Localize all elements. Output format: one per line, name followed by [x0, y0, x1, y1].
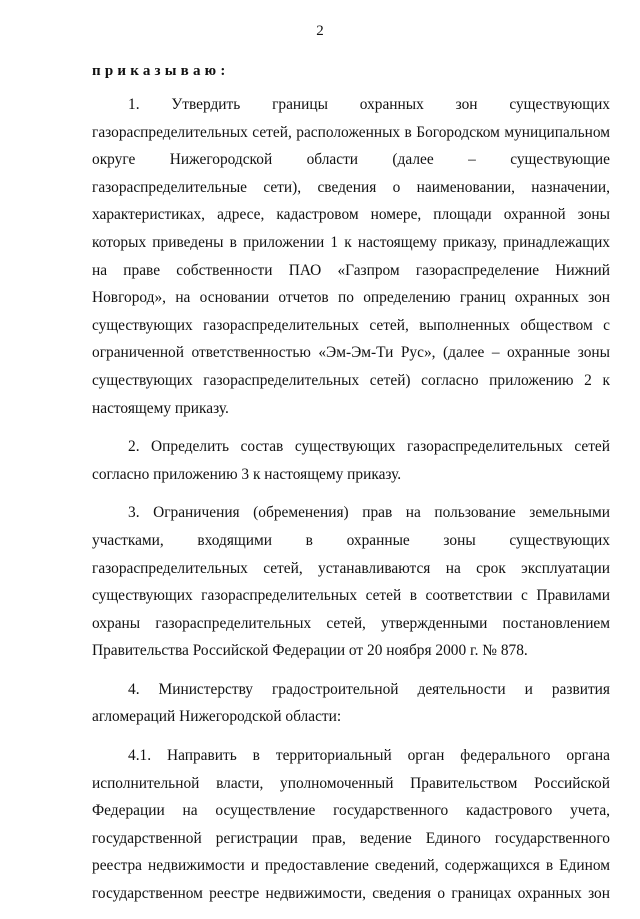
text-line: 4. Министерству градостроительной деятельности и развития	[128, 680, 610, 698]
text-line: газораспределительные сети), сведения о наименовании, назначении,	[92, 178, 610, 196]
document-body	[92, 91, 610, 919]
text-line: настоящему приказу.	[92, 399, 229, 417]
text-line: газораспределительных сетей, расположенных в Богородском муниципальном	[92, 123, 610, 141]
text-line: на праве собственности ПАО «Газпром газораспределение Нижний	[92, 261, 610, 279]
text-line: участками, входящими в охранные зоны существующих	[92, 531, 610, 549]
text-line: округе Нижегородской области (далее – существующие	[92, 151, 610, 169]
paragraph-3	[92, 499, 610, 665]
text-line: агломераций Нижегородской области:	[92, 708, 342, 726]
paragraph-1	[92, 91, 610, 422]
text-line: 3. Ограничения (обременения) прав на пользование земельными	[128, 504, 610, 522]
text-line: Правительства Российской Федерации от 20 ноября 2000 г. № 878.	[92, 642, 528, 660]
text-line: газораспределительных сетей, устанавливаются на срок эксплуатации	[92, 559, 610, 577]
text-line: согласно приложению 3 к настоящему приказу.	[92, 465, 402, 483]
text-line: существующих газораспределительных сетей, выполненных обществом с	[92, 316, 610, 334]
text-line: существующих газораспределительных сетей в соответствии с Правилами	[92, 587, 610, 605]
text-line: которых приведены в приложении 1 к настоящему приказу, принадлежащих	[92, 233, 610, 251]
paragraph-5	[92, 742, 610, 908]
text-line: государственном реестре недвижимости, сведения о границах охранных зон	[92, 885, 610, 903]
text-line: охраны газораспределительных сетей, утвержденными постановлением	[92, 614, 610, 632]
text-line: существующих газораспределительных сетей) согласно приложению 2 к	[92, 371, 610, 389]
text-line: 4.1. Направить в территориальный орган федерального органа	[128, 747, 610, 765]
paragraph-4	[92, 676, 610, 731]
text-line: государственной регистрации прав, ведение Единого государственного	[92, 829, 610, 847]
text-line: реестра недвижимости и предоставление сведений, содержащихся в Едином	[92, 857, 610, 875]
text-line: ограниченной ответственностью «Эм-Эм-Ти Рус», (далее – охранные зоны	[92, 344, 610, 362]
text-line: характеристиках, адресе, кадастровом номере, площади охранной зоны	[92, 206, 610, 224]
text-line: 1. Утвердить границы охранных зон существующих	[128, 96, 610, 113]
page-number: 2	[316, 23, 324, 39]
order-heading: приказываю:	[92, 63, 230, 79]
text-line: Федерации на осуществление государственного кадастрового учета,	[92, 802, 610, 820]
text-line: исполнительной власти, уполномоченный Правительством Российской	[92, 774, 610, 792]
paragraph-2	[92, 433, 610, 488]
text-line: 2. Определить состав существующих газораспределительных сетей	[128, 438, 610, 456]
text-line: Новгород», на основании отчетов по определению границ охранных зон	[92, 289, 610, 307]
